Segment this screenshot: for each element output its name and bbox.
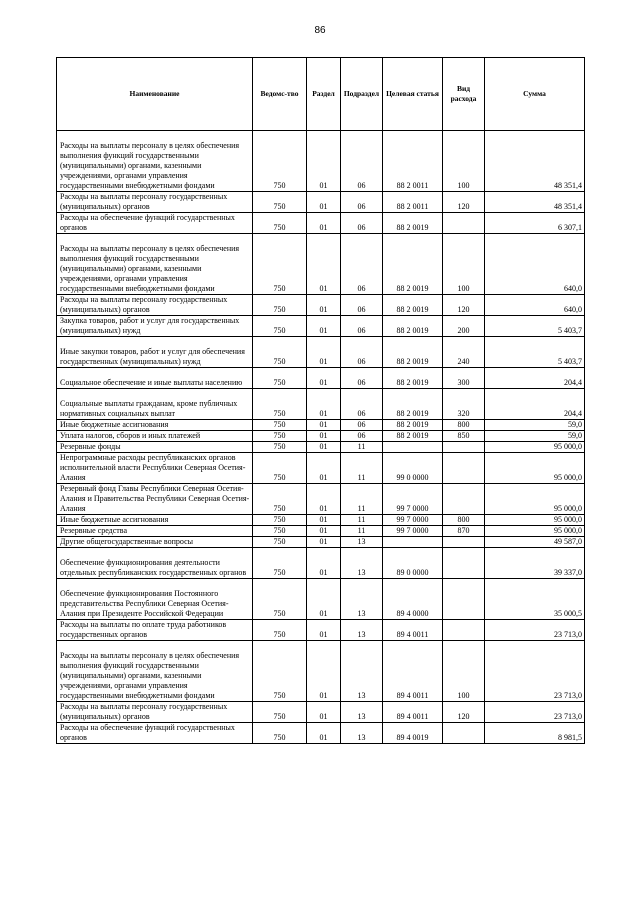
cell-razdel: 01 <box>307 295 341 316</box>
cell-summa: 204,4 <box>485 368 585 389</box>
cell-summa: 6 307,1 <box>485 213 585 234</box>
cell-razdel: 01 <box>307 723 341 744</box>
cell-vid-raskhoda: 100 <box>443 131 485 192</box>
cell-celevaya-statya: 88 2 0019 <box>383 431 443 442</box>
cell-podrazdel: 06 <box>341 213 383 234</box>
cell-vid-raskhoda <box>443 537 485 548</box>
page-number: 86 <box>314 25 326 36</box>
cell-summa: 640,0 <box>485 234 585 295</box>
cell-vid-raskhoda <box>443 723 485 744</box>
cell-razdel: 01 <box>307 537 341 548</box>
cell-vedomstvo: 750 <box>253 234 307 295</box>
cell-name: Уплата налогов, сборов и иных платежей <box>57 431 253 442</box>
cell-celevaya-statya: 88 2 0019 <box>383 295 443 316</box>
cell-vid-raskhoda: 120 <box>443 702 485 723</box>
header-razdel: Раздел <box>307 58 341 131</box>
cell-razdel: 01 <box>307 389 341 420</box>
cell-summa: 39 337,0 <box>485 548 585 579</box>
cell-razdel: 01 <box>307 641 341 702</box>
cell-vedomstvo: 750 <box>253 515 307 526</box>
table-row <box>57 515 585 526</box>
cell-vedomstvo: 750 <box>253 431 307 442</box>
cell-razdel: 01 <box>307 192 341 213</box>
cell-celevaya-statya: 88 2 0019 <box>383 316 443 337</box>
cell-celevaya-statya: 89 0 0000 <box>383 548 443 579</box>
cell-summa: 95 000,0 <box>485 484 585 515</box>
cell-podrazdel: 06 <box>341 420 383 431</box>
cell-summa: 23 713,0 <box>485 641 585 702</box>
cell-vid-raskhoda <box>443 484 485 515</box>
table-row <box>57 579 585 620</box>
cell-celevaya-statya: 89 4 0011 <box>383 702 443 723</box>
cell-celevaya-statya: 88 2 0019 <box>383 389 443 420</box>
cell-name: Закупка товаров, работ и услуг для государственных (муниципальных) нужд <box>57 316 253 337</box>
cell-vedomstvo: 750 <box>253 537 307 548</box>
cell-celevaya-statya: 88 2 0019 <box>383 420 443 431</box>
table-row <box>57 453 585 484</box>
cell-name: Другие общегосударственные вопросы <box>57 537 253 548</box>
cell-celevaya-statya: 88 2 0011 <box>383 192 443 213</box>
cell-celevaya-statya: 88 2 0019 <box>383 234 443 295</box>
cell-vid-raskhoda: 120 <box>443 295 485 316</box>
cell-podrazdel: 13 <box>341 620 383 641</box>
cell-razdel: 01 <box>307 548 341 579</box>
header-vedomstvo: Ведомс-тво <box>253 58 307 131</box>
cell-podrazdel: 06 <box>341 431 383 442</box>
cell-vedomstvo: 750 <box>253 579 307 620</box>
cell-vedomstvo: 750 <box>253 453 307 484</box>
cell-vid-raskhoda <box>443 548 485 579</box>
table-row <box>57 702 585 723</box>
cell-summa: 95 000,0 <box>485 453 585 484</box>
cell-podrazdel: 06 <box>341 389 383 420</box>
cell-name: Иные бюджетные ассигнования <box>57 515 253 526</box>
cell-summa: 5 403,7 <box>485 316 585 337</box>
cell-vedomstvo: 750 <box>253 723 307 744</box>
cell-razdel: 01 <box>307 368 341 389</box>
table-row <box>57 641 585 702</box>
cell-podrazdel: 06 <box>341 192 383 213</box>
cell-celevaya-statya <box>383 442 443 453</box>
cell-name: Расходы на выплаты персоналу государственных (муниципальных) органов <box>57 295 253 316</box>
cell-vid-raskhoda: 120 <box>443 192 485 213</box>
cell-celevaya-statya: 88 2 0011 <box>383 131 443 192</box>
cell-vedomstvo: 750 <box>253 526 307 537</box>
table-row <box>57 337 585 368</box>
cell-podrazdel: 06 <box>341 368 383 389</box>
table-row <box>57 368 585 389</box>
cell-podrazdel: 06 <box>341 337 383 368</box>
cell-name: Расходы на обеспечение функций государственных органов <box>57 723 253 744</box>
cell-name: Расходы на обеспечение функций государственных органов <box>57 213 253 234</box>
cell-podrazdel: 06 <box>341 295 383 316</box>
cell-celevaya-statya <box>383 537 443 548</box>
table-row <box>57 620 585 641</box>
cell-summa: 95 000,0 <box>485 526 585 537</box>
table-row <box>57 548 585 579</box>
cell-vedomstvo: 750 <box>253 389 307 420</box>
cell-vedomstvo: 750 <box>253 295 307 316</box>
cell-razdel: 01 <box>307 234 341 295</box>
cell-podrazdel: 13 <box>341 641 383 702</box>
cell-name: Иные закупки товаров, работ и услуг для обеспечения государственных (муниципальных) нужд <box>57 337 253 368</box>
table-row <box>57 192 585 213</box>
cell-name: Обеспечение функционирования деятельности отдельных республиканских государственных органов <box>57 548 253 579</box>
cell-podrazdel: 11 <box>341 515 383 526</box>
table-header-row <box>57 58 585 131</box>
cell-vid-raskhoda: 320 <box>443 389 485 420</box>
cell-vedomstvo: 750 <box>253 213 307 234</box>
header-podrazdel: Подраздел <box>341 58 383 131</box>
cell-summa: 204,4 <box>485 389 585 420</box>
cell-vid-raskhoda: 800 <box>443 515 485 526</box>
cell-summa: 23 713,0 <box>485 702 585 723</box>
cell-summa: 95 000,0 <box>485 442 585 453</box>
table-row <box>57 316 585 337</box>
cell-name: Расходы на выплаты по оплате труда работников государственных органов <box>57 620 253 641</box>
cell-celevaya-statya: 88 2 0019 <box>383 368 443 389</box>
cell-razdel: 01 <box>307 337 341 368</box>
cell-name: Обеспечение функционирования Постоянного представительства Республики Северная Осетия-Алания при Президенте Российской Федерации <box>57 579 253 620</box>
cell-celevaya-statya: 89 4 0011 <box>383 641 443 702</box>
cell-vedomstvo: 750 <box>253 620 307 641</box>
cell-name: Непрограммные расходы республиканских органов исполнительной власти Республики Северная Осетия-Алания <box>57 453 253 484</box>
cell-vedomstvo: 750 <box>253 192 307 213</box>
cell-celevaya-statya: 89 4 0000 <box>383 579 443 620</box>
cell-vid-raskhoda: 100 <box>443 234 485 295</box>
cell-celevaya-statya: 89 4 0019 <box>383 723 443 744</box>
cell-podrazdel: 11 <box>341 442 383 453</box>
cell-vid-raskhoda: 870 <box>443 526 485 537</box>
cell-podrazdel: 13 <box>341 702 383 723</box>
cell-podrazdel: 11 <box>341 453 383 484</box>
table-row <box>57 526 585 537</box>
cell-razdel: 01 <box>307 442 341 453</box>
cell-vedomstvo: 750 <box>253 702 307 723</box>
header-summa: Сумма <box>485 58 585 131</box>
cell-podrazdel: 13 <box>341 548 383 579</box>
cell-razdel: 01 <box>307 526 341 537</box>
cell-vid-raskhoda: 100 <box>443 641 485 702</box>
cell-vedomstvo: 750 <box>253 442 307 453</box>
cell-summa: 23 713,0 <box>485 620 585 641</box>
cell-summa: 49 587,0 <box>485 537 585 548</box>
cell-vid-raskhoda: 200 <box>443 316 485 337</box>
cell-vid-raskhoda <box>443 453 485 484</box>
cell-vid-raskhoda: 850 <box>443 431 485 442</box>
cell-podrazdel: 11 <box>341 484 383 515</box>
cell-razdel: 01 <box>307 579 341 620</box>
cell-summa: 35 000,5 <box>485 579 585 620</box>
cell-razdel: 01 <box>307 515 341 526</box>
cell-podrazdel: 06 <box>341 131 383 192</box>
cell-summa: 640,0 <box>485 295 585 316</box>
cell-celevaya-statya: 99 0 0000 <box>383 453 443 484</box>
cell-name: Резервный фонд Главы Республики Северная Осетия-Алания и Правительства Республики Северная Осетия-Алания <box>57 484 253 515</box>
cell-summa: 5 403,7 <box>485 337 585 368</box>
header-name: Наименование <box>57 58 253 131</box>
header-celevaya-statya: Целевая статья <box>383 58 443 131</box>
cell-razdel: 01 <box>307 213 341 234</box>
cell-vid-raskhoda: 300 <box>443 368 485 389</box>
cell-summa: 48 351,4 <box>485 192 585 213</box>
cell-name: Расходы на выплаты персоналу в целях обеспечения выполнения функций государственными (муниципальными) органами, казенными учреждениями, органами управления государственными внебюджетными фондами <box>57 641 253 702</box>
cell-vedomstvo: 750 <box>253 368 307 389</box>
cell-razdel: 01 <box>307 484 341 515</box>
table-row <box>57 537 585 548</box>
cell-vedomstvo: 750 <box>253 131 307 192</box>
cell-celevaya-statya: 99 7 0000 <box>383 484 443 515</box>
cell-name: Расходы на выплаты персоналу в целях обеспечения выполнения функций государственными (муниципальными) органами, казенными учреждениями, органами управления государственными внебюджетными фондами <box>57 131 253 192</box>
cell-podrazdel: 13 <box>341 579 383 620</box>
cell-vedomstvo: 750 <box>253 484 307 515</box>
cell-vid-raskhoda: 240 <box>443 337 485 368</box>
budget-table <box>56 57 585 744</box>
cell-vid-raskhoda <box>443 579 485 620</box>
table-body <box>57 131 585 744</box>
cell-razdel: 01 <box>307 131 341 192</box>
table-row <box>57 213 585 234</box>
table-row <box>57 420 585 431</box>
table-row <box>57 431 585 442</box>
cell-razdel: 01 <box>307 702 341 723</box>
cell-podrazdel: 06 <box>341 316 383 337</box>
cell-vedomstvo: 750 <box>253 420 307 431</box>
cell-vedomstvo: 750 <box>253 337 307 368</box>
cell-summa: 59,0 <box>485 420 585 431</box>
cell-vedomstvo: 750 <box>253 548 307 579</box>
table-row <box>57 442 585 453</box>
cell-vid-raskhoda <box>443 620 485 641</box>
table-row <box>57 484 585 515</box>
cell-name: Социальное обеспечение и иные выплаты населению <box>57 368 253 389</box>
cell-celevaya-statya: 89 4 0011 <box>383 620 443 641</box>
cell-celevaya-statya: 99 7 0000 <box>383 515 443 526</box>
cell-podrazdel: 11 <box>341 526 383 537</box>
cell-celevaya-statya: 99 7 0000 <box>383 526 443 537</box>
table-row <box>57 389 585 420</box>
cell-summa: 95 000,0 <box>485 515 585 526</box>
cell-podrazdel: 13 <box>341 723 383 744</box>
cell-vid-raskhoda <box>443 442 485 453</box>
cell-summa: 8 981,5 <box>485 723 585 744</box>
cell-razdel: 01 <box>307 316 341 337</box>
cell-razdel: 01 <box>307 453 341 484</box>
cell-vedomstvo: 750 <box>253 641 307 702</box>
cell-summa: 48 351,4 <box>485 131 585 192</box>
cell-vedomstvo: 750 <box>253 316 307 337</box>
cell-vid-raskhoda: 800 <box>443 420 485 431</box>
header-vid-raskhoda: Вид расхода <box>443 58 485 131</box>
cell-celevaya-statya: 88 2 0019 <box>383 337 443 368</box>
table-row <box>57 295 585 316</box>
table-row <box>57 234 585 295</box>
cell-razdel: 01 <box>307 431 341 442</box>
cell-summa: 59,0 <box>485 431 585 442</box>
cell-name: Иные бюджетные ассигнования <box>57 420 253 431</box>
cell-podrazdel: 06 <box>341 234 383 295</box>
cell-name: Социальные выплаты гражданам, кроме публичных нормативных социальных выплат <box>57 389 253 420</box>
cell-name: Расходы на выплаты персоналу государственных (муниципальных) органов <box>57 702 253 723</box>
cell-name: Расходы на выплаты персоналу в целях обеспечения выполнения функций государственными (муниципальными) органами, казенными учреждениями, органами управления государственными внебюджетными фондами <box>57 234 253 295</box>
cell-razdel: 01 <box>307 420 341 431</box>
table-row <box>57 131 585 192</box>
cell-name: Расходы на выплаты персоналу государственных (муниципальных) органов <box>57 192 253 213</box>
cell-podrazdel: 13 <box>341 537 383 548</box>
cell-celevaya-statya: 88 2 0019 <box>383 213 443 234</box>
cell-name: Резервные фонды <box>57 442 253 453</box>
cell-name: Резервные средства <box>57 526 253 537</box>
table-row <box>57 723 585 744</box>
cell-razdel: 01 <box>307 620 341 641</box>
cell-vid-raskhoda <box>443 213 485 234</box>
